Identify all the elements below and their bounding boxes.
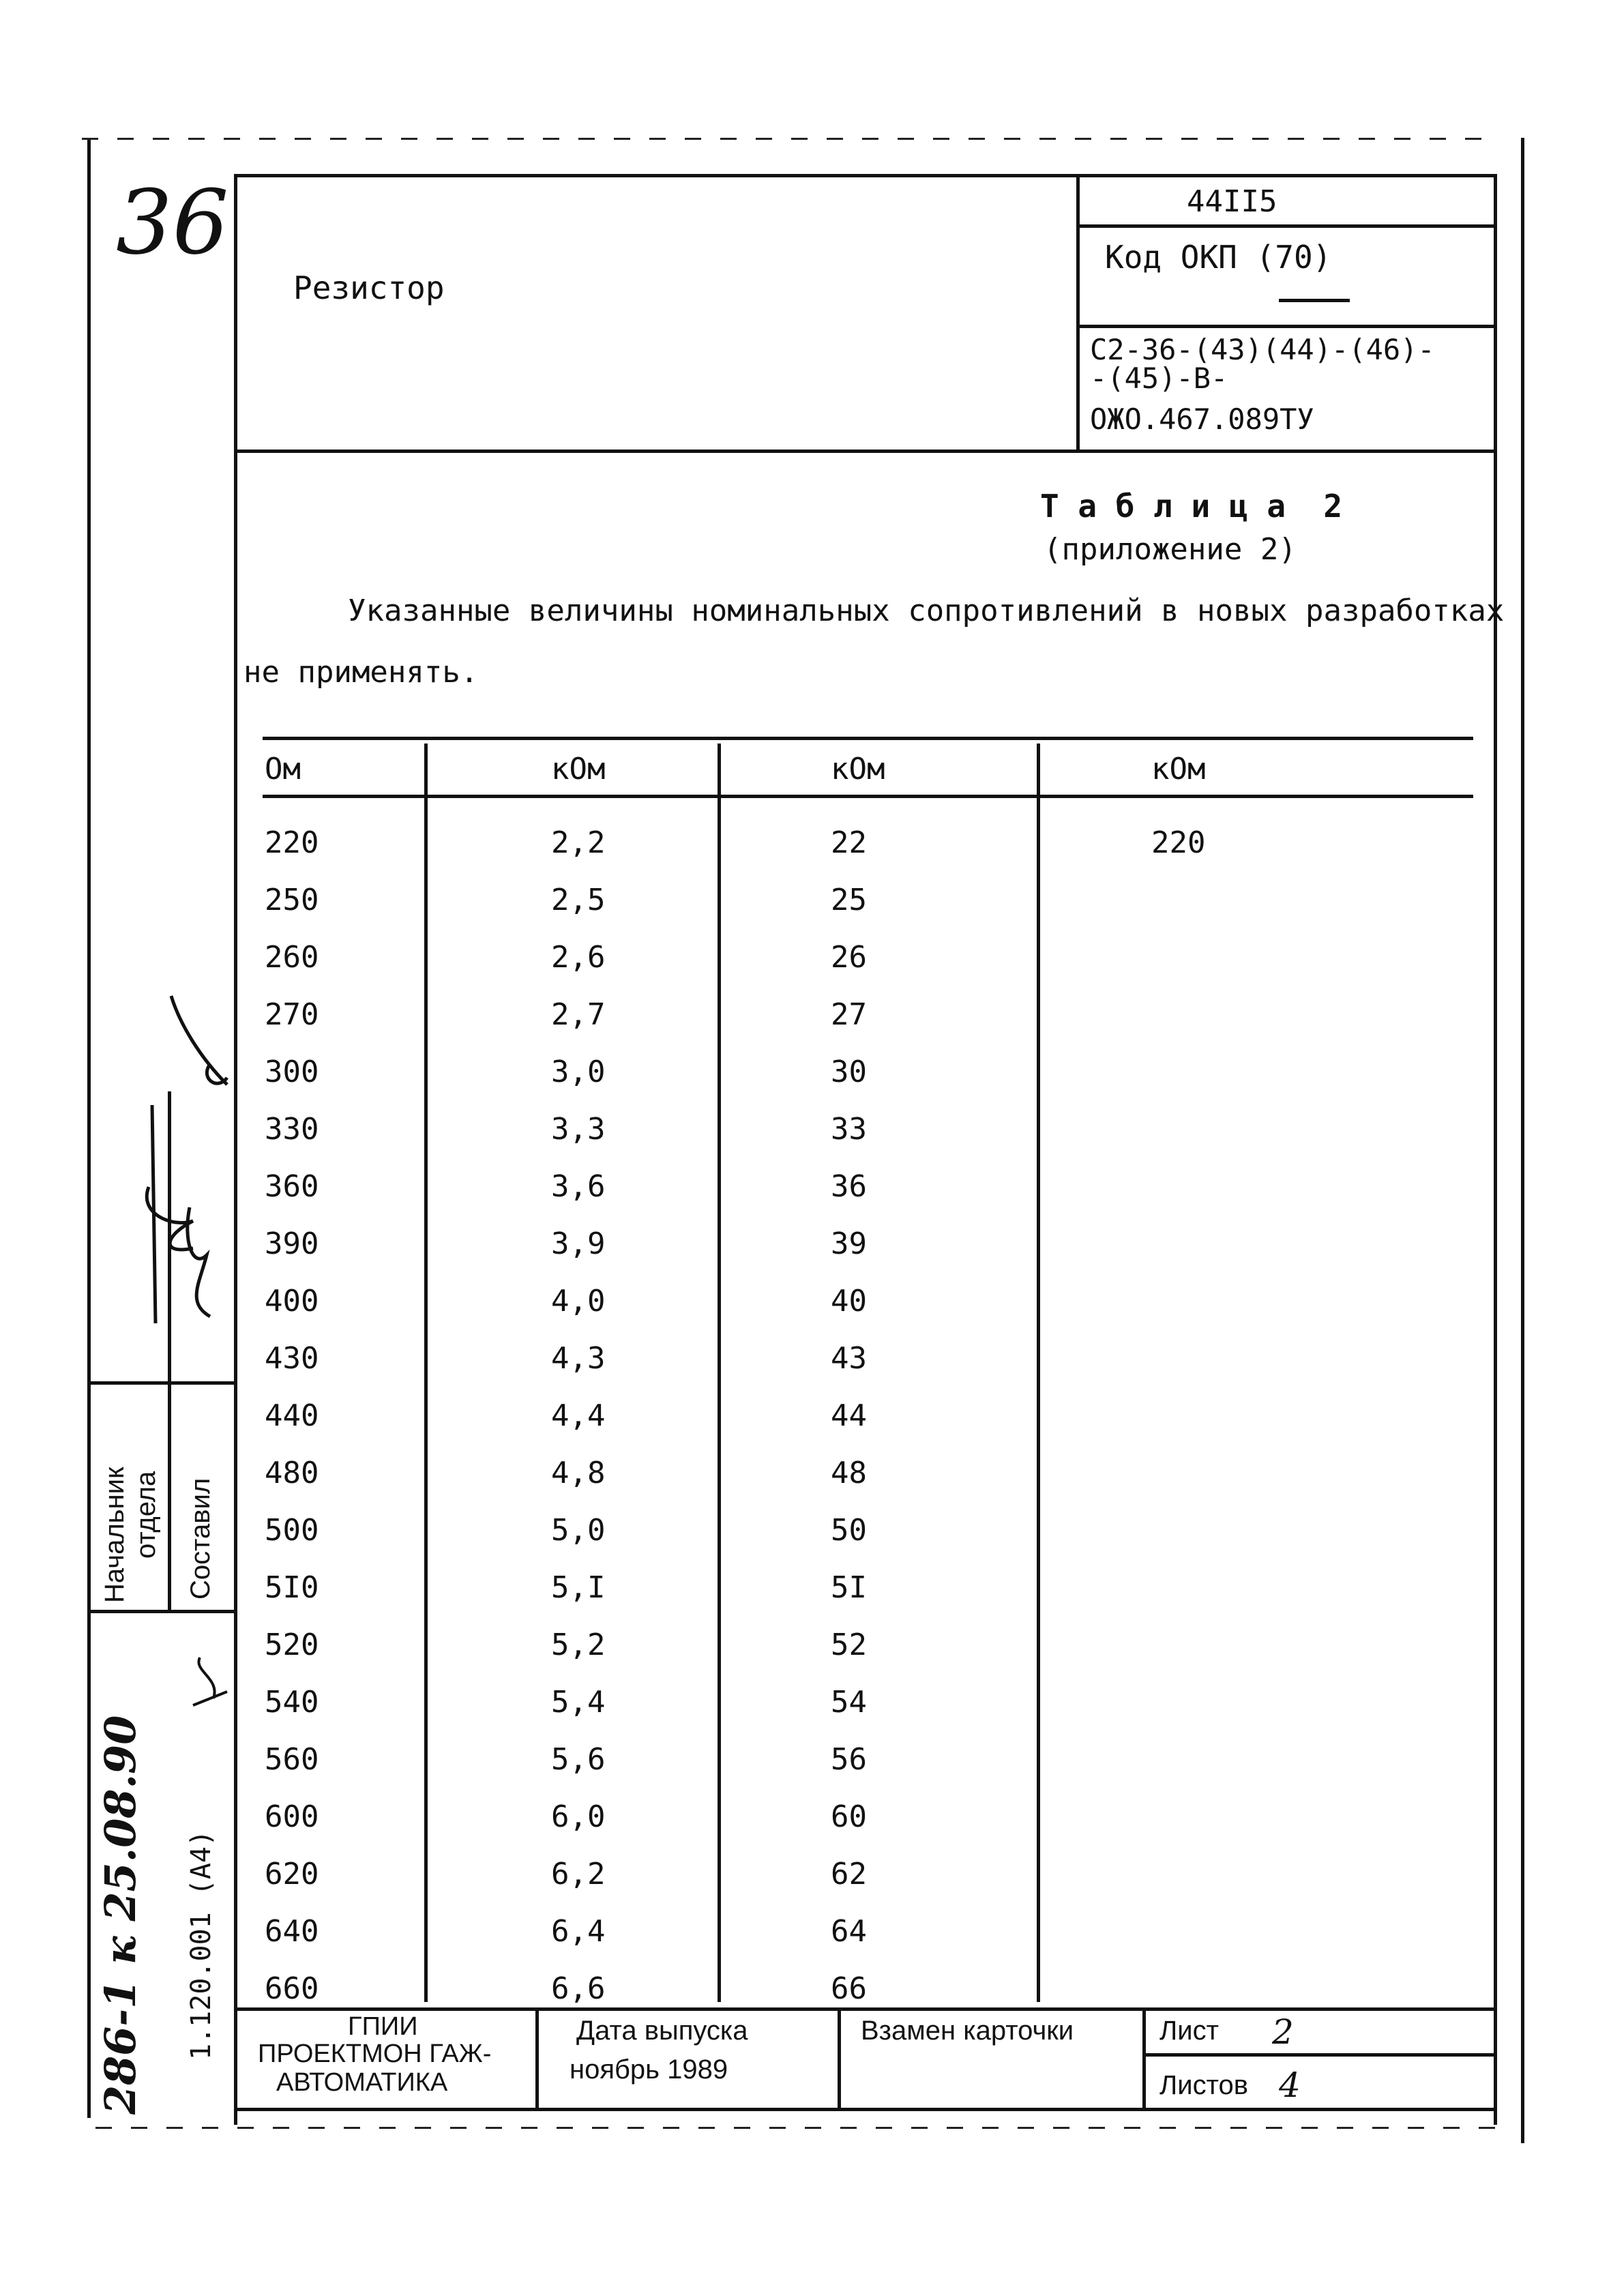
- table-cell-r7-c1: 360: [265, 1169, 319, 1204]
- table-cell-r20-c2: 6,4: [551, 1914, 606, 1949]
- header-code-separator: [1076, 224, 1497, 228]
- table-cell-r5-c1: 300: [265, 1055, 319, 1089]
- table-cell-r7-c3: 36: [831, 1169, 867, 1204]
- footer-top-line: [234, 2007, 1497, 2011]
- table-cell-r14-c3: 5I: [831, 1570, 867, 1605]
- table-cell-r12-c2: 4,8: [551, 1456, 606, 1490]
- table-cell-r3-c1: 260: [265, 940, 319, 975]
- table-cell-r16-c1: 540: [265, 1685, 319, 1720]
- table-cell-r17-c1: 560: [265, 1742, 319, 1777]
- document-title: Резистор: [293, 269, 445, 306]
- table-cell-r15-c3: 52: [831, 1628, 867, 1662]
- table-cell-r12-c3: 48: [831, 1456, 867, 1490]
- table-cell-r7-c2: 3,6: [551, 1169, 606, 1204]
- table-cell-r8-c2: 3,9: [551, 1226, 606, 1261]
- replaces-card-label: Взамен карточки: [861, 2016, 1074, 2046]
- note-line-1: Указанные величины номинальных сопротивлений в новых разработках: [348, 593, 1505, 628]
- table-cell-r1-c3: 22: [831, 825, 867, 860]
- table-cell-r19-c2: 6,2: [551, 1857, 606, 1892]
- sheets-total-number: 4: [1279, 2065, 1301, 2105]
- table-cell-r14-c1: 5I0: [265, 1570, 319, 1605]
- side-form-code: 1.120.001 (А4): [186, 1829, 217, 2060]
- table-cell-r19-c3: 62: [831, 1857, 867, 1892]
- top-dashed-edge: [82, 138, 1494, 140]
- right-margin-line: [1521, 138, 1524, 2143]
- table-cell-r18-c2: 6,0: [551, 1799, 606, 1834]
- table-cell-r15-c2: 5,2: [551, 1628, 606, 1662]
- org-name-line-3: АВТОМАТИКА: [276, 2068, 448, 2097]
- table-cell-r20-c3: 64: [831, 1914, 867, 1949]
- table-cell-r4-c2: 2,7: [551, 997, 606, 1032]
- signature-stroke-1: [171, 996, 227, 1085]
- table-col-divider-2: [718, 744, 721, 2002]
- main-box-top: [234, 174, 1497, 177]
- table-cell-r15-c1: 520: [265, 1628, 319, 1662]
- table-cell-r20-c1: 640: [265, 1914, 319, 1949]
- issue-date-value: ноябрь 1989: [570, 2055, 728, 2085]
- signature-stroke-2: [147, 1105, 193, 1323]
- table-cell-r8-c3: 39: [831, 1226, 867, 1261]
- table-cell-r9-c3: 40: [831, 1284, 867, 1319]
- column-header-kohm-1: кОм: [551, 752, 606, 786]
- table-cell-r12-c1: 480: [265, 1456, 319, 1490]
- table-cell-r17-c3: 56: [831, 1742, 867, 1777]
- table-cell-r2-c3: 25: [831, 883, 867, 917]
- side-head-label-2: отдела: [131, 1471, 161, 1559]
- table-cell-r5-c3: 30: [831, 1055, 867, 1089]
- table-title: Т а б л и ц а 2: [1040, 488, 1343, 525]
- table-cell-r11-c3: 44: [831, 1398, 867, 1433]
- column-header-kohm-3: кОм: [1151, 752, 1206, 786]
- table-cell-r5-c2: 3,0: [551, 1055, 606, 1089]
- table-subtitle: (приложение 2): [1044, 532, 1297, 567]
- issue-date-label: Дата выпуска: [576, 2016, 748, 2046]
- table-cell-r11-c1: 440: [265, 1398, 319, 1433]
- table-cell-r3-c3: 26: [831, 940, 867, 975]
- signature-marks: [91, 982, 237, 1787]
- bottom-dashed-edge: [95, 2127, 1507, 2129]
- table-cell-r21-c2: 6,6: [551, 1971, 606, 2006]
- table-cell-r10-c1: 430: [265, 1341, 319, 1376]
- main-box-right: [1494, 174, 1497, 2125]
- table-cell-r13-c1: 500: [265, 1513, 319, 1548]
- okp-underline: [1279, 299, 1350, 302]
- sheet-number: 2: [1272, 2012, 1294, 2052]
- footer-bottom-line: [234, 2108, 1497, 2111]
- table-cell-r8-c1: 390: [265, 1226, 319, 1261]
- sheet-label: Лист: [1159, 2016, 1219, 2046]
- footer-sheet-separator: [1142, 2053, 1497, 2057]
- column-header-ohm: Ом: [265, 752, 301, 786]
- table-cell-r11-c2: 4,4: [551, 1398, 606, 1433]
- signature-stroke-4: [193, 1658, 227, 1705]
- table-cell-r1-c4: 220: [1151, 825, 1206, 860]
- table-cell-r10-c2: 4,3: [551, 1341, 606, 1376]
- header-bottom-line: [234, 450, 1497, 453]
- table-cell-r18-c3: 60: [831, 1799, 867, 1834]
- specification-number: ОЖО.467.089ТУ: [1090, 402, 1314, 436]
- table-top-line: [263, 737, 1473, 740]
- table-cell-r19-c1: 620: [265, 1857, 319, 1892]
- table-cell-r4-c3: 27: [831, 997, 867, 1032]
- table-cell-r21-c3: 66: [831, 1971, 867, 2006]
- table-cell-r6-c1: 330: [265, 1112, 319, 1147]
- table-cell-r6-c2: 3,3: [551, 1112, 606, 1147]
- footer-divider-1: [535, 2007, 539, 2111]
- table-cell-r6-c3: 33: [831, 1112, 867, 1147]
- table-cell-r14-c2: 5,I: [551, 1570, 606, 1605]
- table-col-divider-1: [424, 744, 428, 2002]
- table-cell-r16-c3: 54: [831, 1685, 867, 1720]
- table-cell-r17-c2: 5,6: [551, 1742, 606, 1777]
- table-cell-r2-c1: 250: [265, 883, 319, 917]
- document-code: 44II5: [1187, 184, 1277, 219]
- side-archive-number: 286-1 к 25.08.90: [95, 1715, 145, 2115]
- footer-divider-3: [1142, 2007, 1146, 2111]
- column-header-kohm-2: кОм: [831, 752, 885, 786]
- header-divider: [1076, 174, 1080, 453]
- table-col-divider-3: [1037, 744, 1040, 2002]
- table-cell-r16-c2: 5,4: [551, 1685, 606, 1720]
- table-cell-r3-c2: 2,6: [551, 940, 606, 975]
- table-cell-r21-c1: 660: [265, 1971, 319, 2006]
- designation-line-1: С2-36-(43)(44)-(46)-: [1090, 333, 1435, 366]
- table-header-line: [263, 795, 1473, 798]
- table-cell-r10-c3: 43: [831, 1341, 867, 1376]
- table-cell-r2-c2: 2,5: [551, 883, 606, 917]
- table-cell-r1-c2: 2,2: [551, 825, 606, 860]
- designation-line-2: -(45)-В-: [1090, 362, 1228, 395]
- okp-code-label: Код ОКП (70): [1105, 239, 1332, 276]
- org-name-line-1: ГПИИ: [348, 2012, 418, 2041]
- table-cell-r18-c1: 600: [265, 1799, 319, 1834]
- org-name-line-2: ПРОЕКТМОН ГАЖ-: [258, 2040, 492, 2068]
- table-cell-r13-c3: 50: [831, 1513, 867, 1548]
- footer-divider-2: [838, 2007, 841, 2111]
- margin-note: 36: [116, 171, 229, 274]
- side-head-label-1: Начальник: [100, 1467, 130, 1603]
- table-cell-r4-c1: 270: [265, 997, 319, 1032]
- note-line-2: не применять.: [243, 655, 479, 690]
- table-cell-r13-c2: 5,0: [551, 1513, 606, 1548]
- header-okp-separator: [1076, 325, 1497, 328]
- side-author-label: Составил: [186, 1477, 216, 1600]
- sheets-total-label: Листов: [1159, 2070, 1248, 2100]
- table-cell-r1-c1: 220: [265, 825, 319, 860]
- table-cell-r9-c2: 4,0: [551, 1284, 606, 1319]
- table-cell-r9-c1: 400: [265, 1284, 319, 1319]
